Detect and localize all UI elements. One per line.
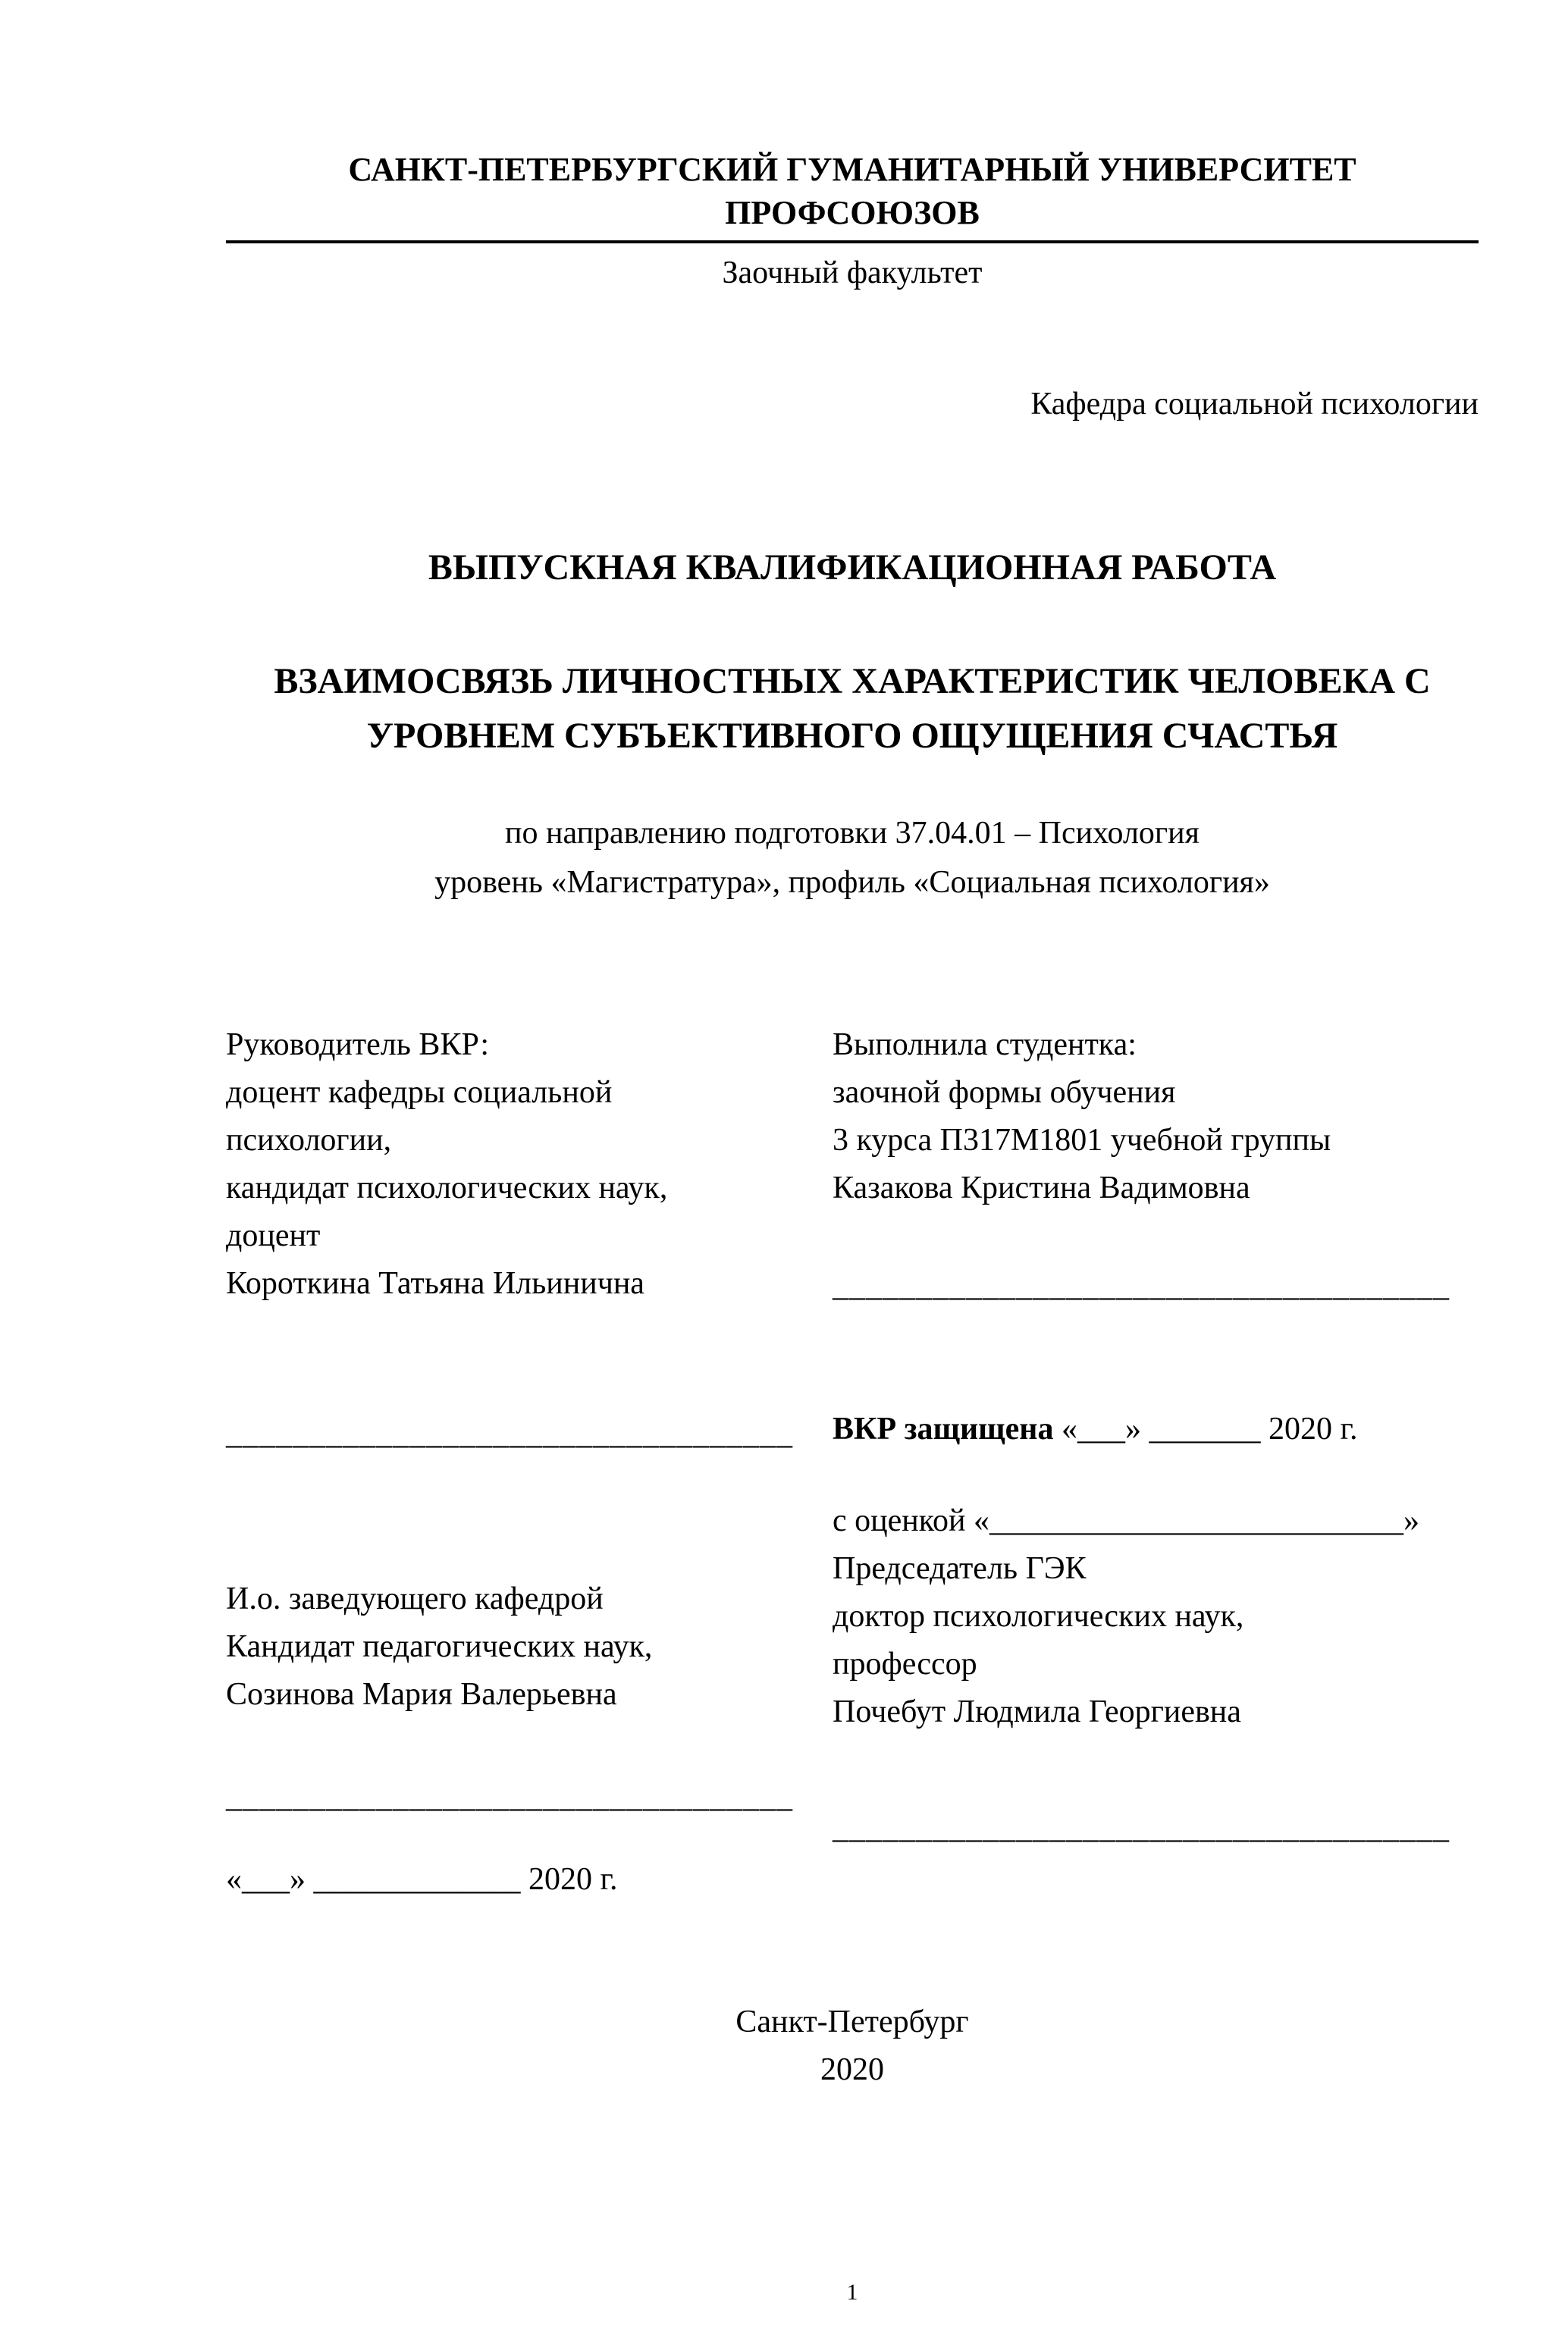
university-name: САНКТ-ПЕТЕРБУРГСКИЙ ГУМАНИТАРНЫЙ УНИВЕРСИТЕТ ПРОФСОЮЗОВ xyxy=(226,148,1479,243)
thesis-title-line2: УРОВНЕМ СУБЪЕКТИВНОГО ОЩУЩЕНИЯ СЧАСТЬЯ xyxy=(366,715,1338,756)
student-block xyxy=(833,1021,1479,1212)
signatures-section xyxy=(226,1021,1479,1904)
program-level: уровень «Магистратура», профиль «Социальная психология» xyxy=(434,864,1270,900)
supervisor-position-line2: психологии, xyxy=(226,1122,392,1158)
program-direction: по направлению подготовки 37.04.01 – Психология xyxy=(505,815,1200,851)
supervisor-block xyxy=(226,1021,833,1308)
work-type-title: ВЫПУСКНАЯ КВАЛИФИКАЦИОННАЯ РАБОТА xyxy=(428,547,1277,588)
committee-chair-block xyxy=(833,1545,1479,1736)
chair-rank: профессор xyxy=(833,1646,977,1682)
student-signature-line: _____________________________________ xyxy=(833,1268,1450,1303)
supervisor-signature-line: __________________________________ xyxy=(226,1415,793,1451)
supervisor-label: Руководитель ВКР: xyxy=(226,1027,490,1062)
supervisor-degree-line2: доцент xyxy=(226,1218,321,1253)
supervisor-column xyxy=(226,1021,833,1904)
faculty-name: Заочный факультет xyxy=(722,255,983,291)
department-name: Кафедра социальной психологии xyxy=(1030,387,1479,422)
supervisor-name: Короткина Татьяна Ильинична xyxy=(226,1265,644,1301)
publication-year: 2020 xyxy=(820,2052,884,2087)
imprint-block xyxy=(226,1998,1479,2094)
head-of-department-title: И.о. заведующего кафедрой xyxy=(226,1581,604,1616)
supervisor-position-line1: доцент кафедры социальной xyxy=(226,1074,613,1110)
student-column xyxy=(833,1021,1479,1904)
defense-date-blank: «___» _______ 2020 г. xyxy=(1053,1411,1358,1447)
head-of-department-degree: Кандидат педагогических наук, xyxy=(226,1628,653,1664)
student-name: Казакова Кристина Вадимовна xyxy=(833,1170,1250,1205)
student-study-form: заочной формы обучения xyxy=(833,1074,1176,1110)
student-label: Выполнила студентка: xyxy=(833,1027,1137,1062)
defense-line xyxy=(833,1406,1479,1453)
student-group: 3 курса П317М1801 учебной группы xyxy=(833,1122,1331,1158)
program-info xyxy=(226,809,1479,907)
head-of-department-name: Созинова Мария Валерьевна xyxy=(226,1676,617,1712)
chair-title: Председатель ГЭК xyxy=(833,1550,1087,1586)
city-name: Санкт-Петербург xyxy=(735,2004,969,2039)
approval-date-line: «___» _____________ 2020 г. xyxy=(226,1861,618,1897)
supervisor-degree-line1: кандидат психологических наук, xyxy=(226,1170,668,1205)
thesis-title-line1: ВЗАИМОСВЯЗЬ ЛИЧНОСТНЫХ ХАРАКТЕРИСТИК ЧЕЛОВЕКА С xyxy=(274,660,1431,701)
chair-name: Почебут Людмила Георгиевна xyxy=(833,1694,1241,1729)
grade-line: с оценкой «__________________________» xyxy=(833,1503,1419,1538)
chair-signature-line: _____________________________________ xyxy=(833,1810,1450,1845)
chair-degree: доктор психологических наук, xyxy=(833,1598,1244,1634)
head-of-department-block xyxy=(226,1575,833,1719)
head-signature-line: __________________________________ xyxy=(226,1779,793,1814)
page-number: 1 xyxy=(846,2279,858,2305)
defense-label: ВКР защищена xyxy=(833,1411,1054,1447)
thesis-title xyxy=(226,654,1479,763)
